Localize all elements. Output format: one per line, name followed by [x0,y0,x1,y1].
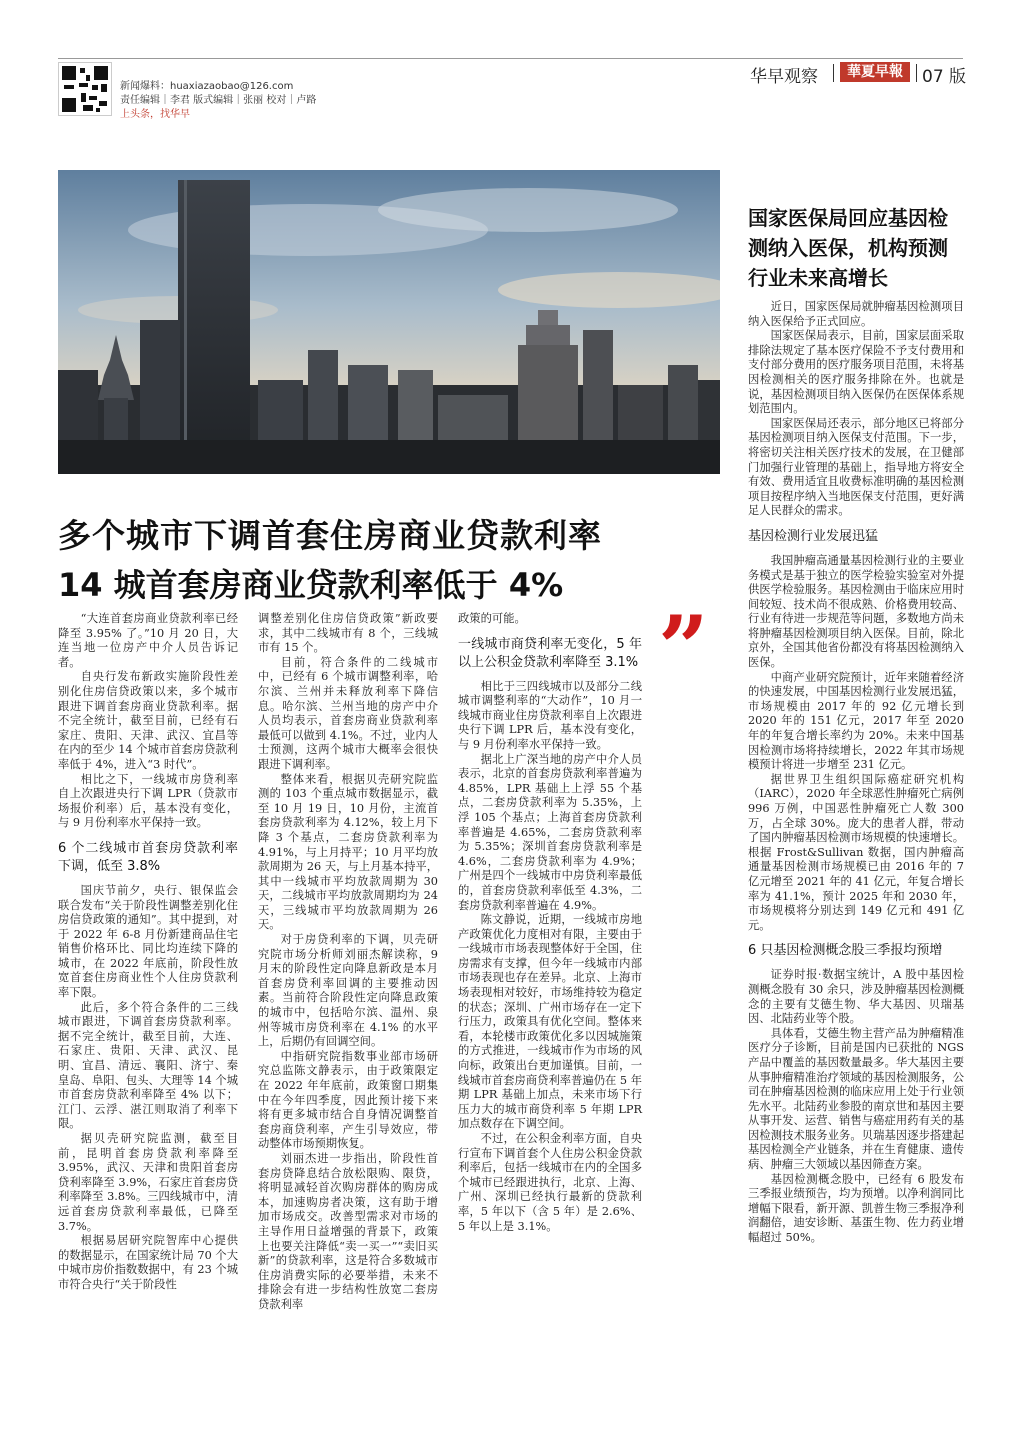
header-info [120,80,316,122]
newspaper-logo: 華夏早報 [840,62,910,82]
section-heading: 6 只基因检测概念股三季报均预增 [748,943,943,959]
paragraph: 此后，多个符合条件的二三线城市跟进，下调首套房贷款利率。据不完全统计，截至目前，大连、石家庄、贵阳、天津、武汉、昆明、宜昌、清远、襄阳、济宁、秦皇岛、阜阳、包头、大理等 14 个城市首套房贷款利率降至 4% 以下；江门、云浮、湛江则取消了利率下限。 [58,1000,238,1131]
section-heading: 一线城市商贷利率无变化，5 年以上公积金贷款利率降至 3.1% [458,636,642,670]
paragraph: 国家医保局还表示，部分地区已将部分基因检测项目纳入医保支付范围。下一步，将密切关注相关医疗技术的发展，在卫健部门加强行业管理的基础上，指导地方将安全有效、费用适宜且收费标准明确的基因检测项目按程序纳入当地医保支付范围，更好满足人民群众的需求。 [748,416,964,518]
editors: 责任编辑｜李君 版式编辑｜张丽 校对｜卢路 [120,95,317,106]
divider [833,64,834,82]
sidebar-headline: 国家医保局回应基因检测纳入医保，机构预测行业未来高增长 [748,206,948,290]
city-skyline-photo [58,170,720,474]
paragraph: 据贝壳研究院监测，截至目前，昆明首套房贷款利率降至 3.95%，武汉、天津和贵阳首套房贷利率降至 3.9%，石家庄首套房贷利率降至 3.8%。三四线城市中，清远首套房贷款利率最低，已降至 3.7%。 [58,1132,238,1233]
paragraph: 政策的可能。 [458,612,526,625]
section-heading: 6 个二线城市首套房贷款利率下调，低至 3.8% [58,840,238,874]
paragraph: 根据易居研究院智库中心提供的数据显示，在国家统计局 70 个大中城市房价指数数据中，有 23 个城市符合央行“关于阶段性 [58,1234,238,1291]
paragraph: 中商产业研究院预计，近年来随着经济的快速发展，中国基因检测行业发展迅猛，市场规模由 2017 年的 92 亿元增长到 2020 年的 151 亿元，2017 年至 2020 年的年复合增长率约为 20%。未来中国基因检测市场将持续增长，2022 年其市场规模预计将进一步增至 231 亿元。 [748,670,964,772]
paragraph: 调整差别化住房信贷政策”新政要求，其中二线城市有 8 个，三线城市有 15 个。 [258,612,438,655]
paragraph: 整体来看，根据贝壳研究院监测的 103 个重点城市数据显示，截至 10 月 19 日，10 月份，主流首套房贷款利率为 4.12%，较上月下降 3 个基点，二套房贷款利率为 4.91%，与上月持平；10 月平均放款周期为 26 天，与上月基本持平，其中一线城市平均放款周期为 30 天，二线城市平均放款周期均为 24 天，三线城市平均放款周期为 26 天。 [258,772,438,932]
paragraph: 相比之下，一线城市房贷利率自上次跟进央行下调 LPR（贷款市场报价利率）后，基本没有变化，与 9 月份利率水平保持一致。 [58,772,238,830]
paragraph: 自央行发布新政实施阶段性差别化住房信贷政策以来，多个城市跟进下调首套房商业贷款利率。据不完全统计，截至目前，已经有石家庄、贵阳、天津、武汉、宜昌等在内的至少 14 个城市首套房贷款利率低于 4%，进入“3 时代”。 [58,670,238,771]
paragraph: 陈文静说，近期，一线城市房地产政策优化力度相对有限，主要由于一线城市市场表现整体好于全国，住房需求有支撑，但今年一线城市内部市场表现也存在差异。北京、上海市场表现相对较好，市场维持较为稳定的状态；深圳、广州市场存在一定下行压力，政策具有优化空间。整体来看，本轮楼市政策优化多以因城施策的方式推进，一线城市作为市场的风向标，政策出台更加谨慎。目前，一线城市首套房商贷利率普遍仍在 5 年期 LPR 基础上加点，未来市场下行压力大的城市商贷利率 5 年期 LPR 加点数存在下调空间。 [458,913,642,1131]
paragraph: 我国肿瘤高通量基因检测行业的主要业务模式是基于独立的医学检验实验室对外提供医学检验服务。基因检测由于临床应用时间较短、技术尚不很成熟、价格费用较高、行业有待进一步规范等问题，多数地方尚未将肿瘤基因检测项目纳入医保。目前，除北京外，全国其他省份都没有将基因检测纳入医保。 [748,553,964,670]
paragraph: 国家医保局表示，目前，国家层面采取排除法规定了基本医疗保险不予支付费用和支付部分费用的医疗服务项目范围，未将基因检测相关的医疗服务排除在外。也就是说，基因检测项目纳入医保仍在医保体系规划范围内。 [748,329,964,416]
header-rule [58,58,963,59]
paragraph: 证券时报·数据宝统计，A 股中基因检测概念股有 30 余只，涉及肿瘤基因检测概念的主要有艾德生物、华大基因、贝瑞基因、北陆药业等个股。 [748,968,964,1026]
paragraph: 对于房贷利率的下调，贝壳研究院市场分析师刘丽杰解读称，9 月末的阶段性定向降息新政是本月首套房贷利率回调的主要推动因素。当前符合阶段性定向降息政策的城市中，包括哈尔滨、温州、泉州等城市房贷利率在 4.1% 的水平上，后期仍有回调空间。 [258,933,438,1049]
page-number: 07 版 [922,67,967,87]
paragraph: 据北上广深当地的房产中介人员表示，北京的首套房贷款利率普遍为 4.85%，LPR 基础上上浮 55 个基点，二套房贷款利率为 5.35%，上浮 105 个基点；上海首套房贷款利率普遍是 4.65%，二套房贷款利率为 5.35%；深圳首套房贷款利率是 4.6%，二套房贷款利率为 4.9%；广州是四个一线城市中房贷利率最低的，首套房贷款利率低至 4.3%，二套房贷款利率普遍在 4.9%。 [458,752,642,912]
paragraph: 近日，国家医保局就肿瘤基因检测项目纳入医保给予正式回应。 [748,300,964,328]
section-heading: 基因检测行业发展迅猛 [748,528,879,544]
paragraph: 据世界卫生组织国际癌症研究机构（IARC），2020 年全球恶性肿瘤死亡病例 996 万例，中国恶性肿瘤死亡人数 300 万，占全球 30%。庞大的患者人群，带动了国内肿瘤基因检测市场规模的快速增长。根据 Frost&Sullivan 数据，国内肿瘤高通量基因检测市场规模已由 2016 年的 7 亿元增至 2021 年的 41 亿元，年复合增长率为 41.1%，预计 2025 年和 2030 年，市场规模将分别达到 149 亿元和 491 亿元。 [748,772,964,932]
slogan: 上头条，找华早 [120,109,190,120]
main-headline: 多个城市下调首套住房商业贷款利率 [58,516,602,555]
sidebar-article [748,300,964,1246]
paragraph: 相比于三四线城市以及部分二线城市调整利率的“大动作”，10 月一线城市商业住房贷款利率自上次跟进央行下调 LPR 后，基本没有变化，与 9 月份利率水平保持一致。 [458,679,642,751]
article-column-2 [258,612,438,1313]
paragraph: 具体看，艾德生物主营产品为肿瘤精准医疗分子诊断，目前是国内已获批的 NGS 产品中覆盖的基因数量最多。华大基因主要从事肿瘤精准治疗领域的基因检测服务，公司在肿瘤基因检测的临床应用上处于行业领先水平。北陆药业参股的南京世和基因主要从事开发、运营、销售与癌症用药有关的基因检测技术服务业务。贝瑞基因逐步搭建起基因检测全产业链条，并在生育健康、遗传病、肿瘤三大领域以基因筛查方案。 [748,1026,964,1172]
paragraph: 目前，符合条件的二线城市中，已经有 6 个城市调整利率，哈尔滨、兰州并未释放利率下降信息。哈尔滨、兰州当地的房产中介人员均表示，首套房商业贷款利率最低可以做到 4.1%。不过，业内人士预测，这两个城市大概率会很快跟进下调利率。 [258,655,438,771]
paragraph: 不过，在公积金利率方面，自央行宣布下调首套个人住房公积金贷款利率后，包括一线城市在内的全国多个城市已经跟进执行，北京、上海、广州、深圳已经执行最新的贷款利率，5 年以下（含 5 年）是 2.6%、5 年以上是 3.1%。 [458,1132,642,1233]
hotline: 新闻爆料：huaxiazaobao@126.com [120,81,294,92]
article-column-3 [458,612,642,1234]
quote-mark: ” [658,596,703,700]
paragraph: 中指研究院指数事业部市场研究总监陈文静表示，由于政策限定在 2022 年年底前，政策窗口期集中在今年四季度，因此预计接下来将有更多城市结合自身情况调整首套房商贷利率，产生引导效应，带动整体市场预期恢复。 [258,1049,438,1151]
divider [916,64,917,82]
paragraph: 国庆节前夕，央行、银保监会联合发布“关于阶段性调整差别化住房信贷政策的通知”。其中提到，对于 2022 年 6-8 月份新建商品住宅销售价格环比、同比均连续下降的城市，在 2022 年底前，阶段性放宽首套住房商业性个人住房贷款利率下限。 [58,883,238,1000]
paragraph: 基因检测概念股中，已经有 6 股发布三季报业绩预告，均为预增。以净利润同比增幅下限看，新开源、凯普生物三季报净利润翻倍，迪安诊断、基蛋生物、佐力药业增幅超过 50%。 [748,1172,964,1245]
paragraph: “大连首套房商业贷款利率已经降至 3.95% 了。”10 月 20 日，大连当地一位房产中介人员告诉记者。 [58,612,238,669]
main-subheadline: 14 城首套房商业贷款利率低于 4% [58,566,564,604]
qr-code[interactable] [58,62,112,116]
section-name: 华早观察 [750,67,818,87]
paragraph: 刘丽杰进一步指出，阶段性首套房贷降息结合放松限购、限贷，将明显减轻首次购房群体的购房成本，加速购房者决策，这有助于增加市场成交。改善型需求对市场的主导作用日益增强的背景下，政策上也要关注降低“卖一买一”“卖旧买新”的贷款利率，这是符合多数城市住房消费实际的必要举措，未来不排除会有进一步结构性放宽二套房贷款利率 [258,1151,438,1311]
article-column-1 [58,612,238,1293]
